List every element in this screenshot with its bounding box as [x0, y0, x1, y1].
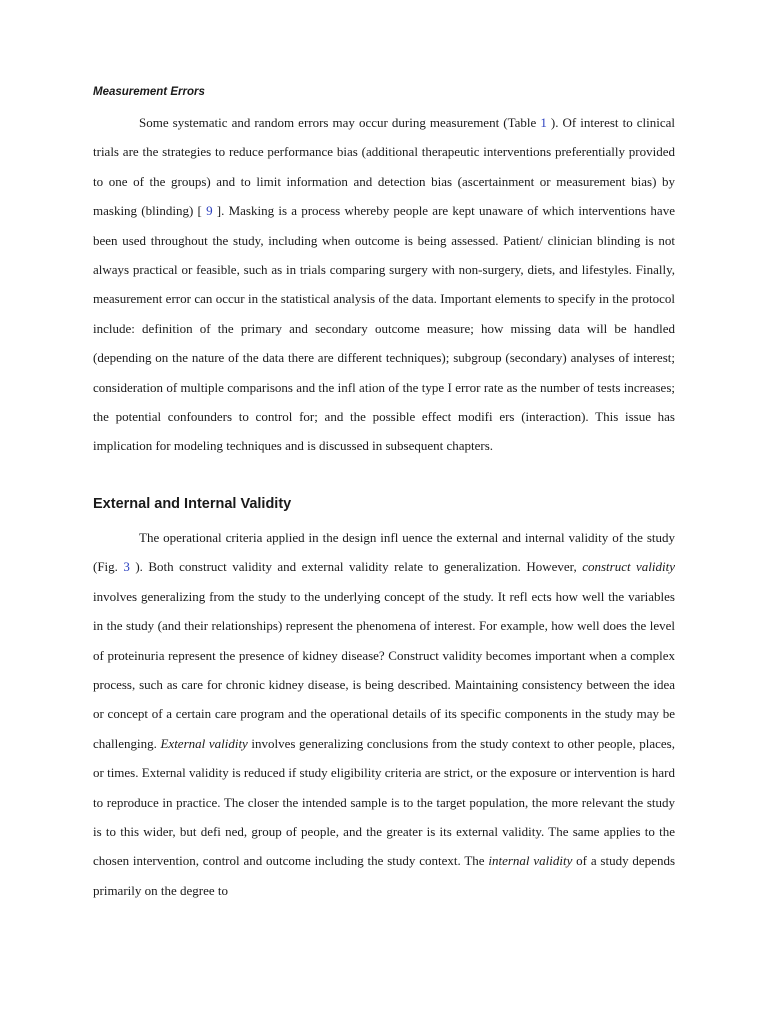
p2-text-d: involves generalizing conclusions from the study context to other people, places, or times. External validity is reduced if study eligibility criteria are strict, or the exposure or intervention is hard to reproduce in practice. The closer the intended sample is to the target population, the more relevant the study is to this wider, but defi ned, group of people, and the greater is its external validity. The same applies to the chosen intervention, control and outcome including the study context. The — [93, 735, 675, 869]
emphasis-external-validity: External validity — [160, 735, 248, 751]
citation-reference-link[interactable]: 9 — [206, 203, 213, 219]
paragraph-measurement-errors — [93, 108, 675, 461]
section-heading: External and Internal Validity — [93, 496, 292, 512]
p2-text-c: involves generalizing from the study to the underlying concept of the study. It refl ects how well the variables in the study (and their relationships) represent the phenomena of interest. For example, how well does the level of proteinuria represent the presence of kidney disease? Construct validity becomes important when a complex process, such as care for chronic kidney disease, is being described. Maintaining consistency between the idea or concept of a certain care program and the operational details of its specific components in the study may be challenging. — [93, 588, 675, 751]
p1-text-a: Some systematic and random errors may occur during measurement (Table — [139, 115, 541, 130]
figure-reference-link[interactable]: 3 — [123, 559, 130, 575]
section-title: Measurement Errors — [93, 86, 205, 98]
emphasis-construct-validity: construct validity — [582, 559, 676, 575]
p1-text-c: ]. Masking is a process whereby people are kept unaware of which interventions have been used throughout the study, including when outcome is being assessed. Patient/ clinician blinding is not always practical or feasible, such as in trials comparing surgery with non-surgery, diets, and lifestyles. Finally, measurement error can occur in the statistical analysis of the data. Important elements to specify in the protocol include: definition of the primary and secondary outcome measure; how missing data will be handled (depending on the nature of the data there are different techniques); subgroup (secondary) analyses of interest; consideration of multiple comparisons and the infl ation of the type I error rate as the number of tests increases; the potential confounders to control for; and the possible effect modifi ers (interaction). This issue has implication for modeling techniques and is discussed in subsequent chapters. — [93, 203, 675, 454]
p2-text-a: The operational criteria applied in the design infl uence the external and internal validity of the study (Fig. — [93, 530, 675, 575]
p2-text-b: ). Both construct validity and external validity relate to generalization. However, — [129, 559, 583, 575]
paragraph-validity — [93, 523, 675, 905]
emphasis-internal-validity: internal validity — [488, 853, 573, 869]
p2-text-e: of a study depends primarily on the degree to — [93, 853, 676, 898]
table-reference-link[interactable]: 1 — [540, 115, 547, 130]
p1-text-b: ). Of interest to clinical trials are the strategies to reduce performance bias (additional therapeutic interventions preferentially provided to one of the groups) and to limit information and detection bias (ascertainment or measurement bias) by masking (blinding) [ — [93, 115, 675, 219]
